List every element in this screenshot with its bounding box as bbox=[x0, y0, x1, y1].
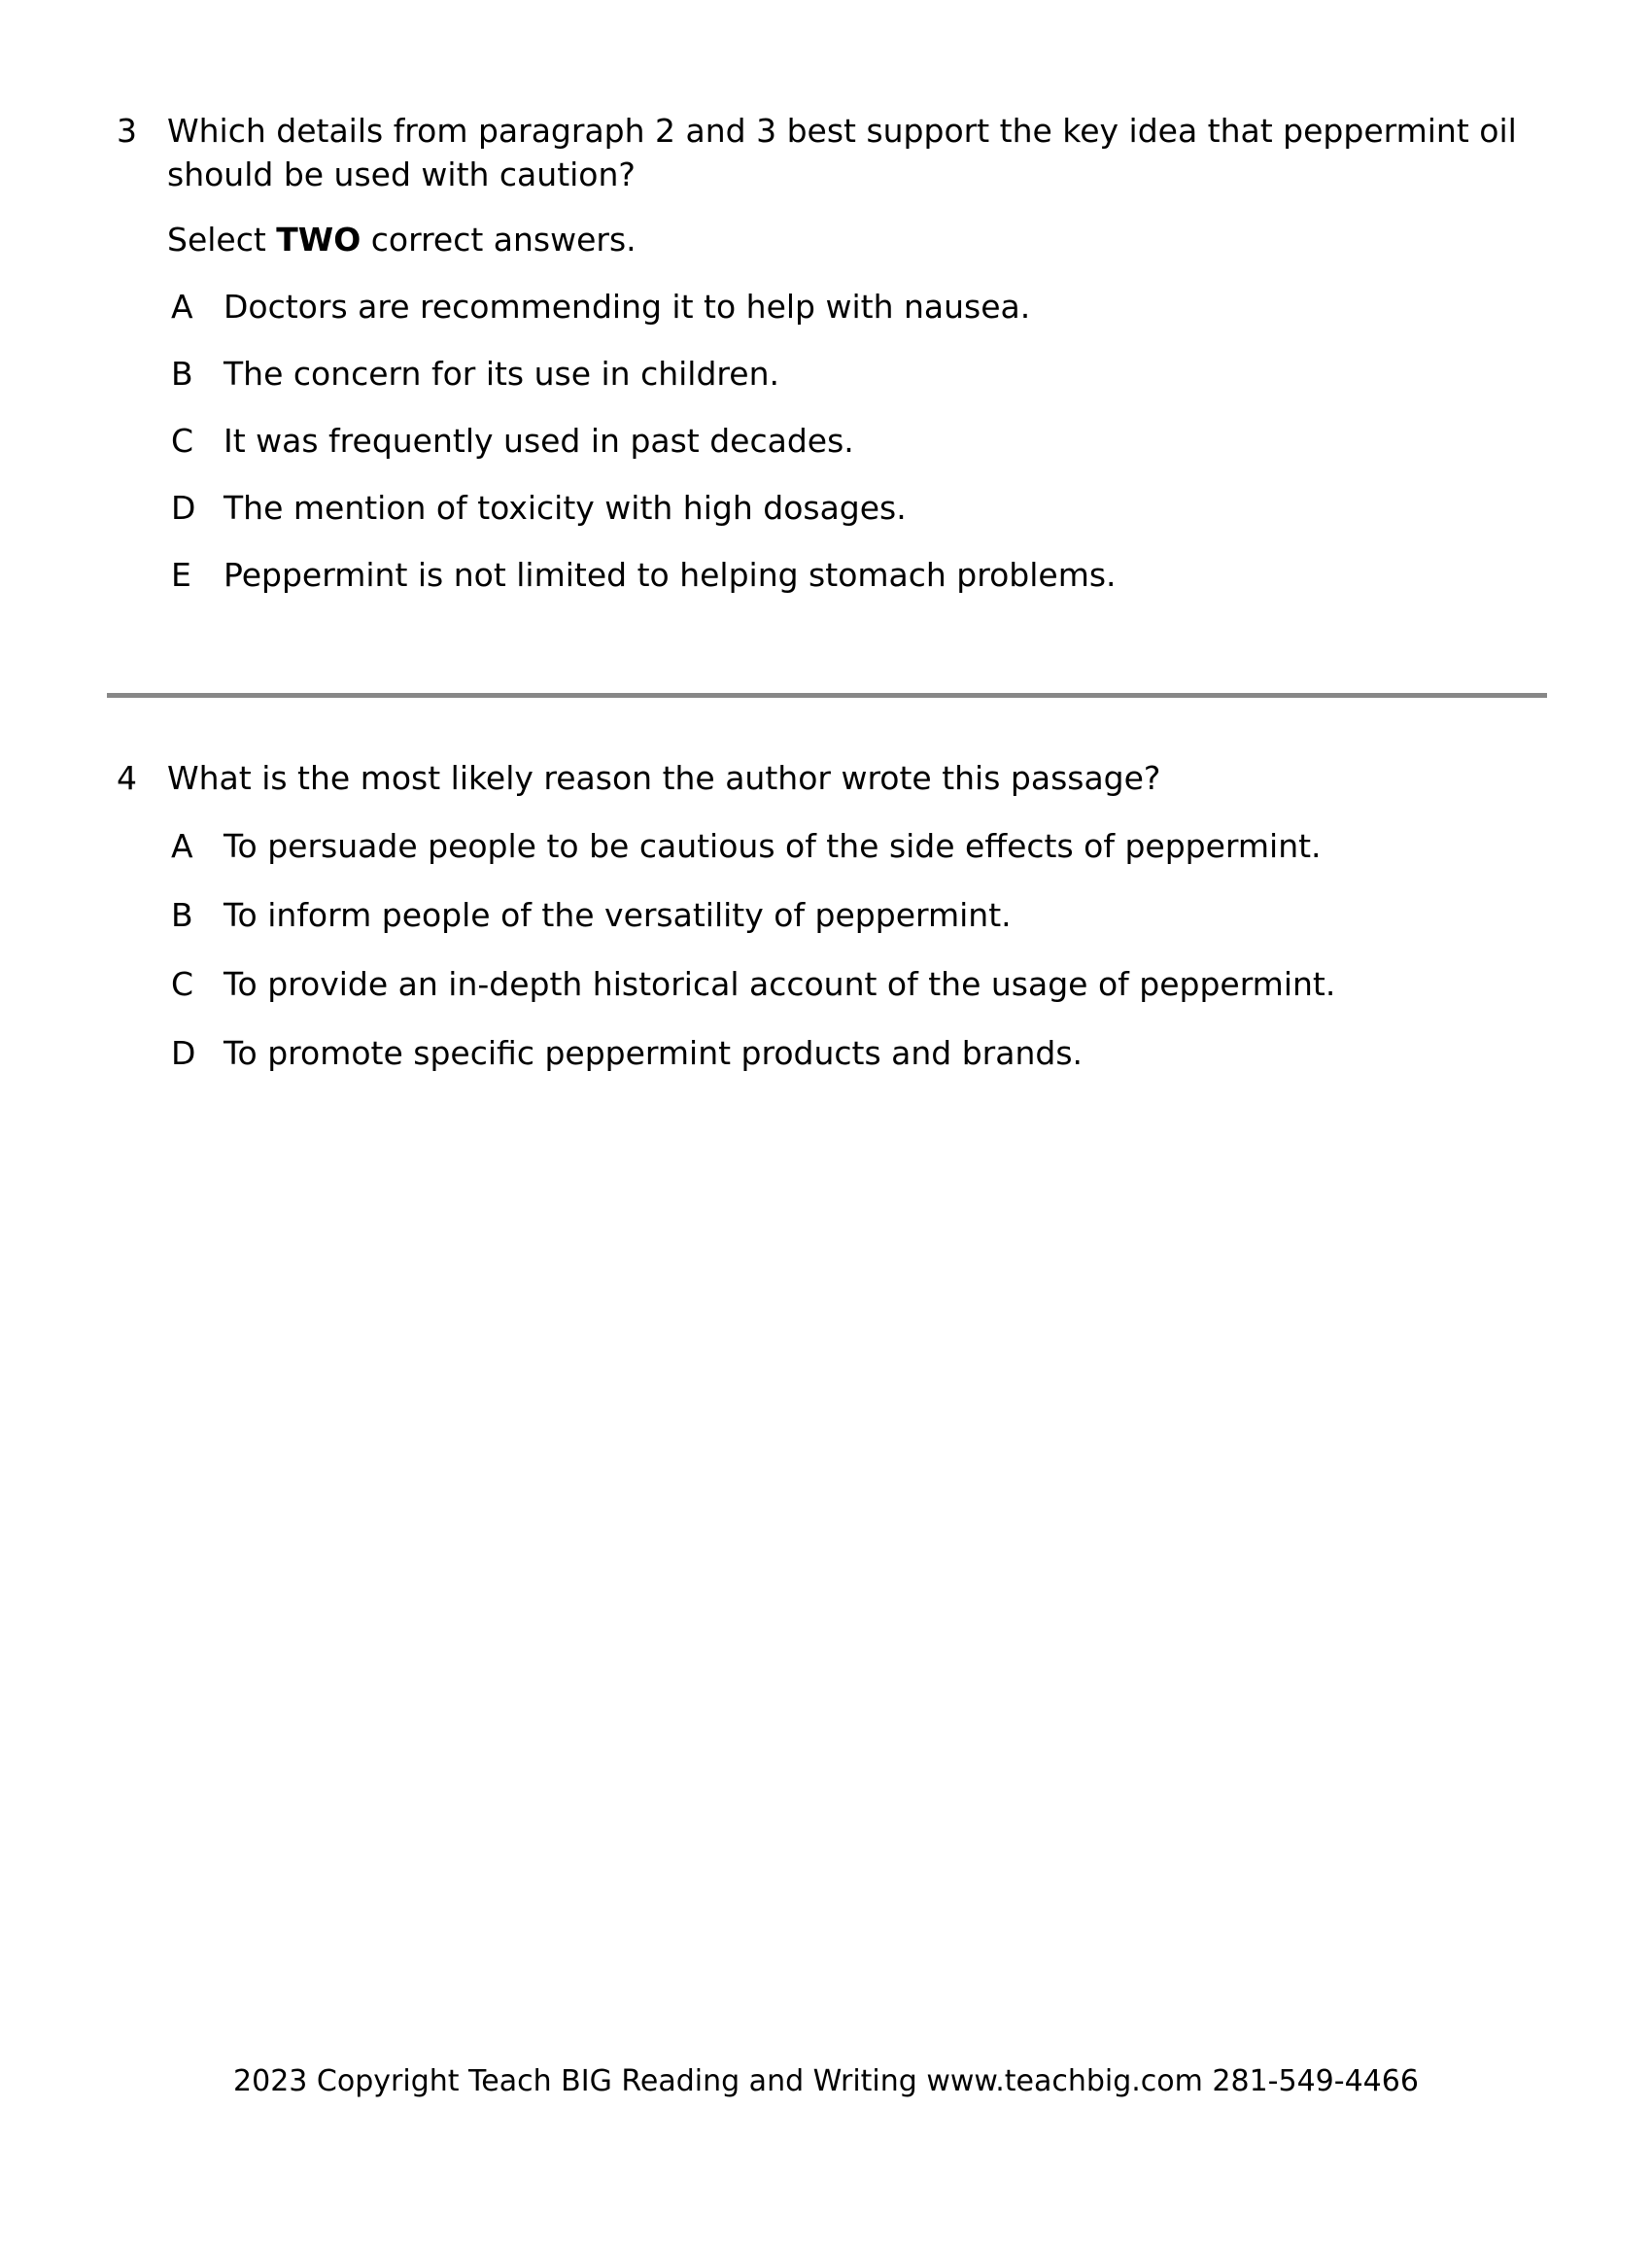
option-letter: D bbox=[171, 489, 196, 527]
question-4 bbox=[0, 756, 1652, 1075]
question-3-instruction bbox=[167, 218, 1652, 261]
question-4-option-b bbox=[0, 893, 1652, 937]
option-letter: B bbox=[171, 896, 193, 934]
option-letter: A bbox=[171, 288, 193, 326]
question-3-text: Which details from paragraph 2 and 3 best support the key idea that peppermint oil should be used with caution? bbox=[167, 112, 1517, 193]
worksheet-page bbox=[0, 109, 1652, 2247]
question-3 bbox=[0, 109, 1652, 597]
question-3-option-c bbox=[0, 419, 1652, 463]
option-text: The mention of toxicity with high dosages. bbox=[224, 489, 907, 527]
option-letter: A bbox=[171, 827, 193, 865]
option-text: To provide an in-depth historical account of the usage of peppermint. bbox=[224, 965, 1336, 1003]
question-4-number: 4 bbox=[117, 759, 137, 797]
option-text: To inform people of the versatility of peppermint. bbox=[224, 896, 1012, 934]
question-4-option-a bbox=[0, 824, 1652, 868]
question-4-row bbox=[0, 756, 1652, 800]
copyright-footer: 2023 Copyright Teach BIG Reading and Writing www.teachbig.com 281-549-4466 bbox=[233, 2064, 1419, 2098]
question-3-option-b bbox=[0, 352, 1652, 396]
option-text: Peppermint is not limited to helping stomach problems. bbox=[224, 556, 1117, 594]
instruction-suffix: correct answers. bbox=[361, 221, 637, 259]
question-3-row bbox=[0, 109, 1652, 196]
instruction-prefix: Select bbox=[167, 221, 277, 259]
question-3-option-a bbox=[0, 285, 1652, 328]
option-text: To persuade people to be cautious of the side effects of peppermint. bbox=[224, 827, 1322, 865]
instruction-bold-two: TWO bbox=[276, 221, 361, 259]
option-letter: B bbox=[171, 355, 193, 393]
option-letter: C bbox=[171, 965, 194, 1003]
question-4-option-c bbox=[0, 962, 1652, 1006]
option-letter: D bbox=[171, 1034, 196, 1072]
section-divider bbox=[107, 693, 1547, 698]
option-text: To promote specific peppermint products and brands. bbox=[224, 1034, 1084, 1072]
question-3-option-d bbox=[0, 486, 1652, 530]
option-letter: C bbox=[171, 422, 194, 460]
question-4-text: What is the most likely reason the author wrote this passage? bbox=[167, 759, 1161, 797]
option-text: The concern for its use in children. bbox=[224, 355, 779, 393]
question-4-option-d bbox=[0, 1031, 1652, 1075]
option-text: It was frequently used in past decades. bbox=[224, 422, 854, 460]
option-text: Doctors are recommending it to help with nausea. bbox=[224, 288, 1031, 326]
question-3-option-e bbox=[0, 553, 1652, 597]
question-3-number: 3 bbox=[117, 112, 137, 150]
option-letter: E bbox=[171, 556, 191, 594]
